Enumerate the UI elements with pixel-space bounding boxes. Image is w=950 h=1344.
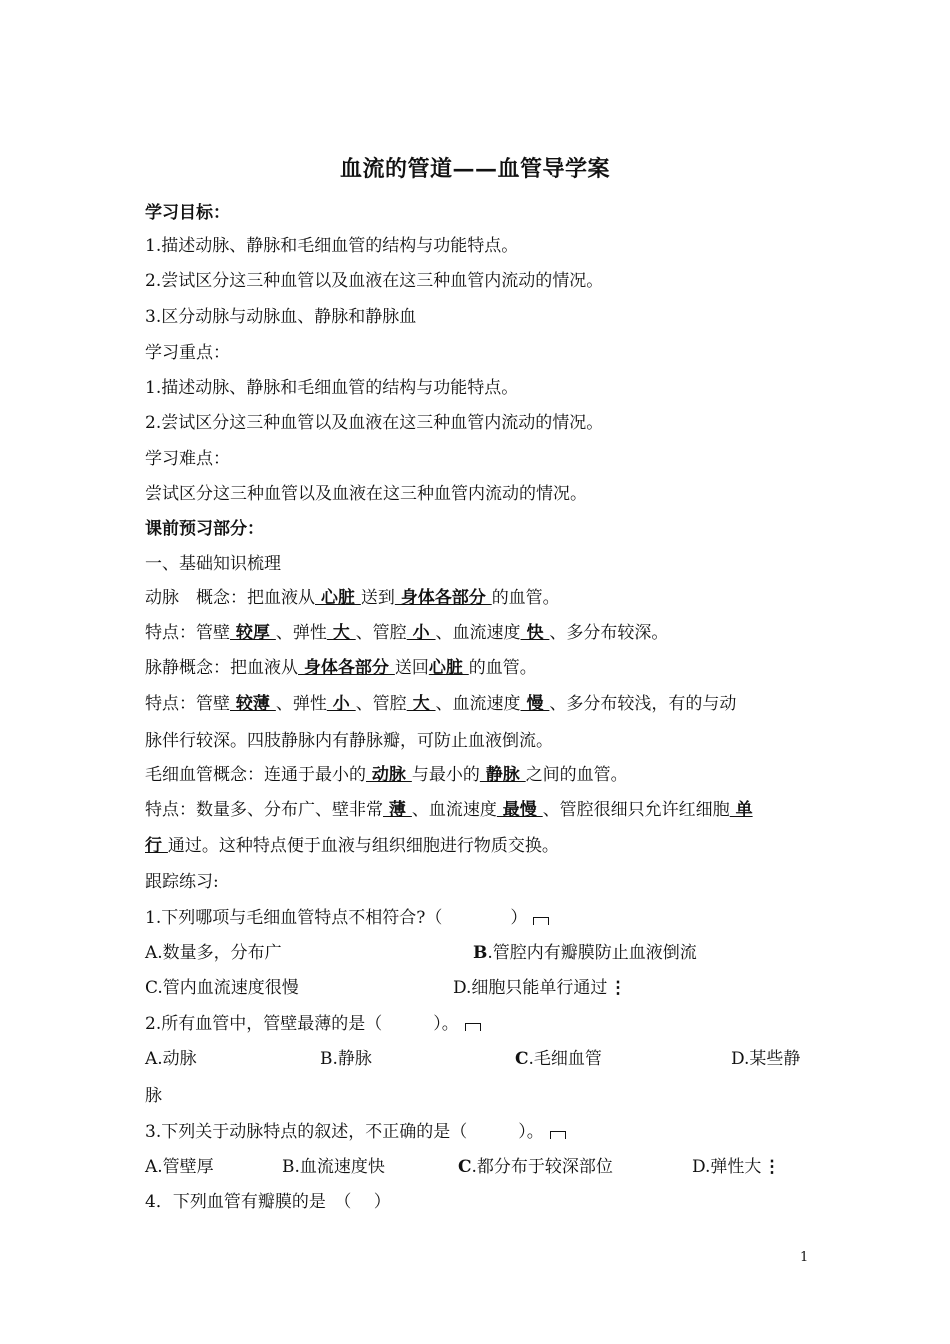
text-span: 、管腔 — [355, 694, 407, 714]
option-text: .毛细血管 — [528, 1049, 602, 1069]
answer-blank: 最慢 — [496, 800, 543, 820]
text-span: 动脉 概念：把血液从 — [145, 588, 315, 608]
text-span: 的血管。 — [491, 588, 560, 608]
answer-blank: 单 — [729, 800, 753, 820]
answer-blank: 身体各部分 — [394, 588, 492, 608]
option-text: .都分布于较深部位 — [471, 1157, 613, 1177]
answer-blank: 身体各部分 — [298, 658, 395, 678]
text-span: 送到 — [360, 588, 395, 608]
anchor-mark-icon — [465, 1023, 481, 1031]
text-span: 、多分布较深。 — [549, 623, 669, 643]
colon-mark-icon: ⋮ — [609, 978, 627, 998]
text-span: 与最小的 — [411, 765, 480, 785]
difficulty-heading: 学习难点： — [145, 449, 230, 469]
text-span: 脉静概念：把血液从 — [145, 658, 298, 678]
objective-item-2: 2.尝试区分这三种血管以及血液在这三种血管内流动的情况。 — [145, 271, 604, 291]
q1-option-a: A.数量多，分布广 — [145, 943, 282, 963]
key-points-heading: 学习重点： — [145, 343, 230, 363]
q2-option-d: D.某些静 — [731, 1049, 801, 1069]
artery-features — [145, 621, 810, 645]
text-span: 送回 — [394, 658, 429, 678]
text-span: 特点：数量多、分布广、壁非常 — [145, 800, 383, 820]
option-letter: B — [473, 943, 488, 963]
q2-option-a: A.动脉 — [145, 1049, 197, 1069]
page-number: 1 — [800, 1250, 809, 1265]
vein-concept — [145, 656, 810, 680]
vein-features-line-1 — [145, 692, 810, 716]
q2-option-b: B.静脉 — [320, 1049, 372, 1069]
text-span: 、弹性 — [275, 694, 327, 714]
objective-item-3: 3.区分动脉与动脉血、静脉和静脉血 — [145, 307, 417, 327]
q3-option-c — [458, 1155, 613, 1179]
question-stem: 3.下列关于动脉特点的叙述，不正确的是（ ）。 — [145, 1122, 544, 1142]
capillary-concept — [145, 763, 810, 787]
answer-blank: 大 — [326, 623, 356, 643]
answer-blank: 小 — [326, 694, 356, 714]
answer-blank: 行 — [145, 836, 168, 856]
answer-blank: 慢 — [520, 694, 550, 714]
answer-blank: 动脉 — [366, 765, 412, 785]
q3-option-b: B.血流速度快 — [282, 1157, 385, 1177]
option-text: .管腔内有瓣膜防止血液倒流 — [487, 943, 697, 963]
answer-blank: 心脏 — [428, 658, 469, 678]
question-stem: 2.所有血管中，管壁最薄的是（ ）。 — [145, 1014, 459, 1034]
q1-option-d — [453, 976, 627, 1000]
question-3 — [145, 1120, 810, 1144]
answer-blank: 心脏 — [315, 588, 361, 608]
text-span: 特点：管壁 — [145, 694, 230, 714]
option-letter: C — [458, 1157, 472, 1177]
text-span: 、弹性 — [275, 623, 327, 643]
key-point-item-1: 1.描述动脉、静脉和毛细血管的结构与功能特点。 — [145, 378, 519, 398]
text-span: 、血流速度 — [435, 623, 521, 643]
question-1 — [145, 906, 810, 930]
preview-heading: 课前预习部分： — [145, 519, 264, 539]
key-point-item-2: 2.尝试区分这三种血管以及血液在这三种血管内流动的情况。 — [145, 413, 604, 433]
anchor-mark-icon — [550, 1131, 566, 1139]
option-letter: C — [515, 1049, 529, 1069]
q1-option-b — [473, 941, 697, 965]
q1-option-c: C.管内血流速度很慢 — [145, 978, 299, 998]
artery-concept — [145, 586, 810, 610]
q2-option-c — [515, 1047, 602, 1071]
capillary-features-line-1 — [145, 798, 810, 822]
answer-blank: 快 — [520, 623, 550, 643]
objective-item-1: 1.描述动脉、静脉和毛细血管的结构与功能特点。 — [145, 236, 519, 256]
answer-blank: 静脉 — [479, 765, 526, 785]
vein-features-line-2: 脉伴行较深。四肢静脉内有静脉瓣，可防止血液倒流。 — [145, 731, 553, 751]
text-span: 、血流速度 — [435, 694, 521, 714]
question-4: 4．下列血管有瓣膜的是 （ ） — [145, 1192, 391, 1212]
text-span: 的血管。 — [468, 658, 537, 678]
answer-blank: 小 — [406, 623, 436, 643]
text-span: 之间的血管。 — [525, 765, 628, 785]
option-text: D.细胞只能单行通过 — [453, 978, 608, 998]
answer-blank: 大 — [406, 694, 436, 714]
answer-blank: 较薄 — [230, 694, 276, 714]
practice-heading: 跟踪练习: — [145, 872, 219, 892]
objectives-heading: 学习目标： — [145, 203, 230, 223]
text-span: 、多分布较浅，有的与动 — [549, 694, 737, 714]
question-2 — [145, 1012, 810, 1036]
difficulty-text: 尝试区分这三种血管以及血液在这三种血管内流动的情况。 — [145, 484, 587, 504]
page-title: 血流的管道——血管导学案 — [339, 156, 610, 182]
colon-mark-icon: ⋮ — [763, 1157, 781, 1177]
capillary-features-line-2 — [145, 834, 810, 858]
text-span: 特点：管壁 — [145, 623, 230, 643]
text-span: 、管腔 — [355, 623, 407, 643]
q3-option-d — [692, 1155, 781, 1179]
answer-blank: 较厚 — [230, 623, 276, 643]
text-span: 毛细血管概念：连通于最小的 — [145, 765, 366, 785]
text-span: 、血流速度 — [411, 800, 497, 820]
q2-option-d-continued: 脉 — [145, 1086, 162, 1106]
anchor-mark-icon — [533, 917, 549, 925]
q3-option-a: A.管壁厚 — [145, 1157, 214, 1177]
text-span: 、管腔很细只允许红细胞 — [542, 800, 730, 820]
question-stem: 1.下列哪项与毛细血管特点不相符合?（ ） — [145, 908, 528, 928]
option-text: D.弹性大 — [692, 1157, 762, 1177]
answer-blank: 薄 — [383, 800, 412, 820]
preview-subheading: 一、基础知识梳理 — [145, 554, 281, 574]
text-span: 通过。这种特点便于血液与组织细胞进行物质交换。 — [167, 836, 559, 856]
